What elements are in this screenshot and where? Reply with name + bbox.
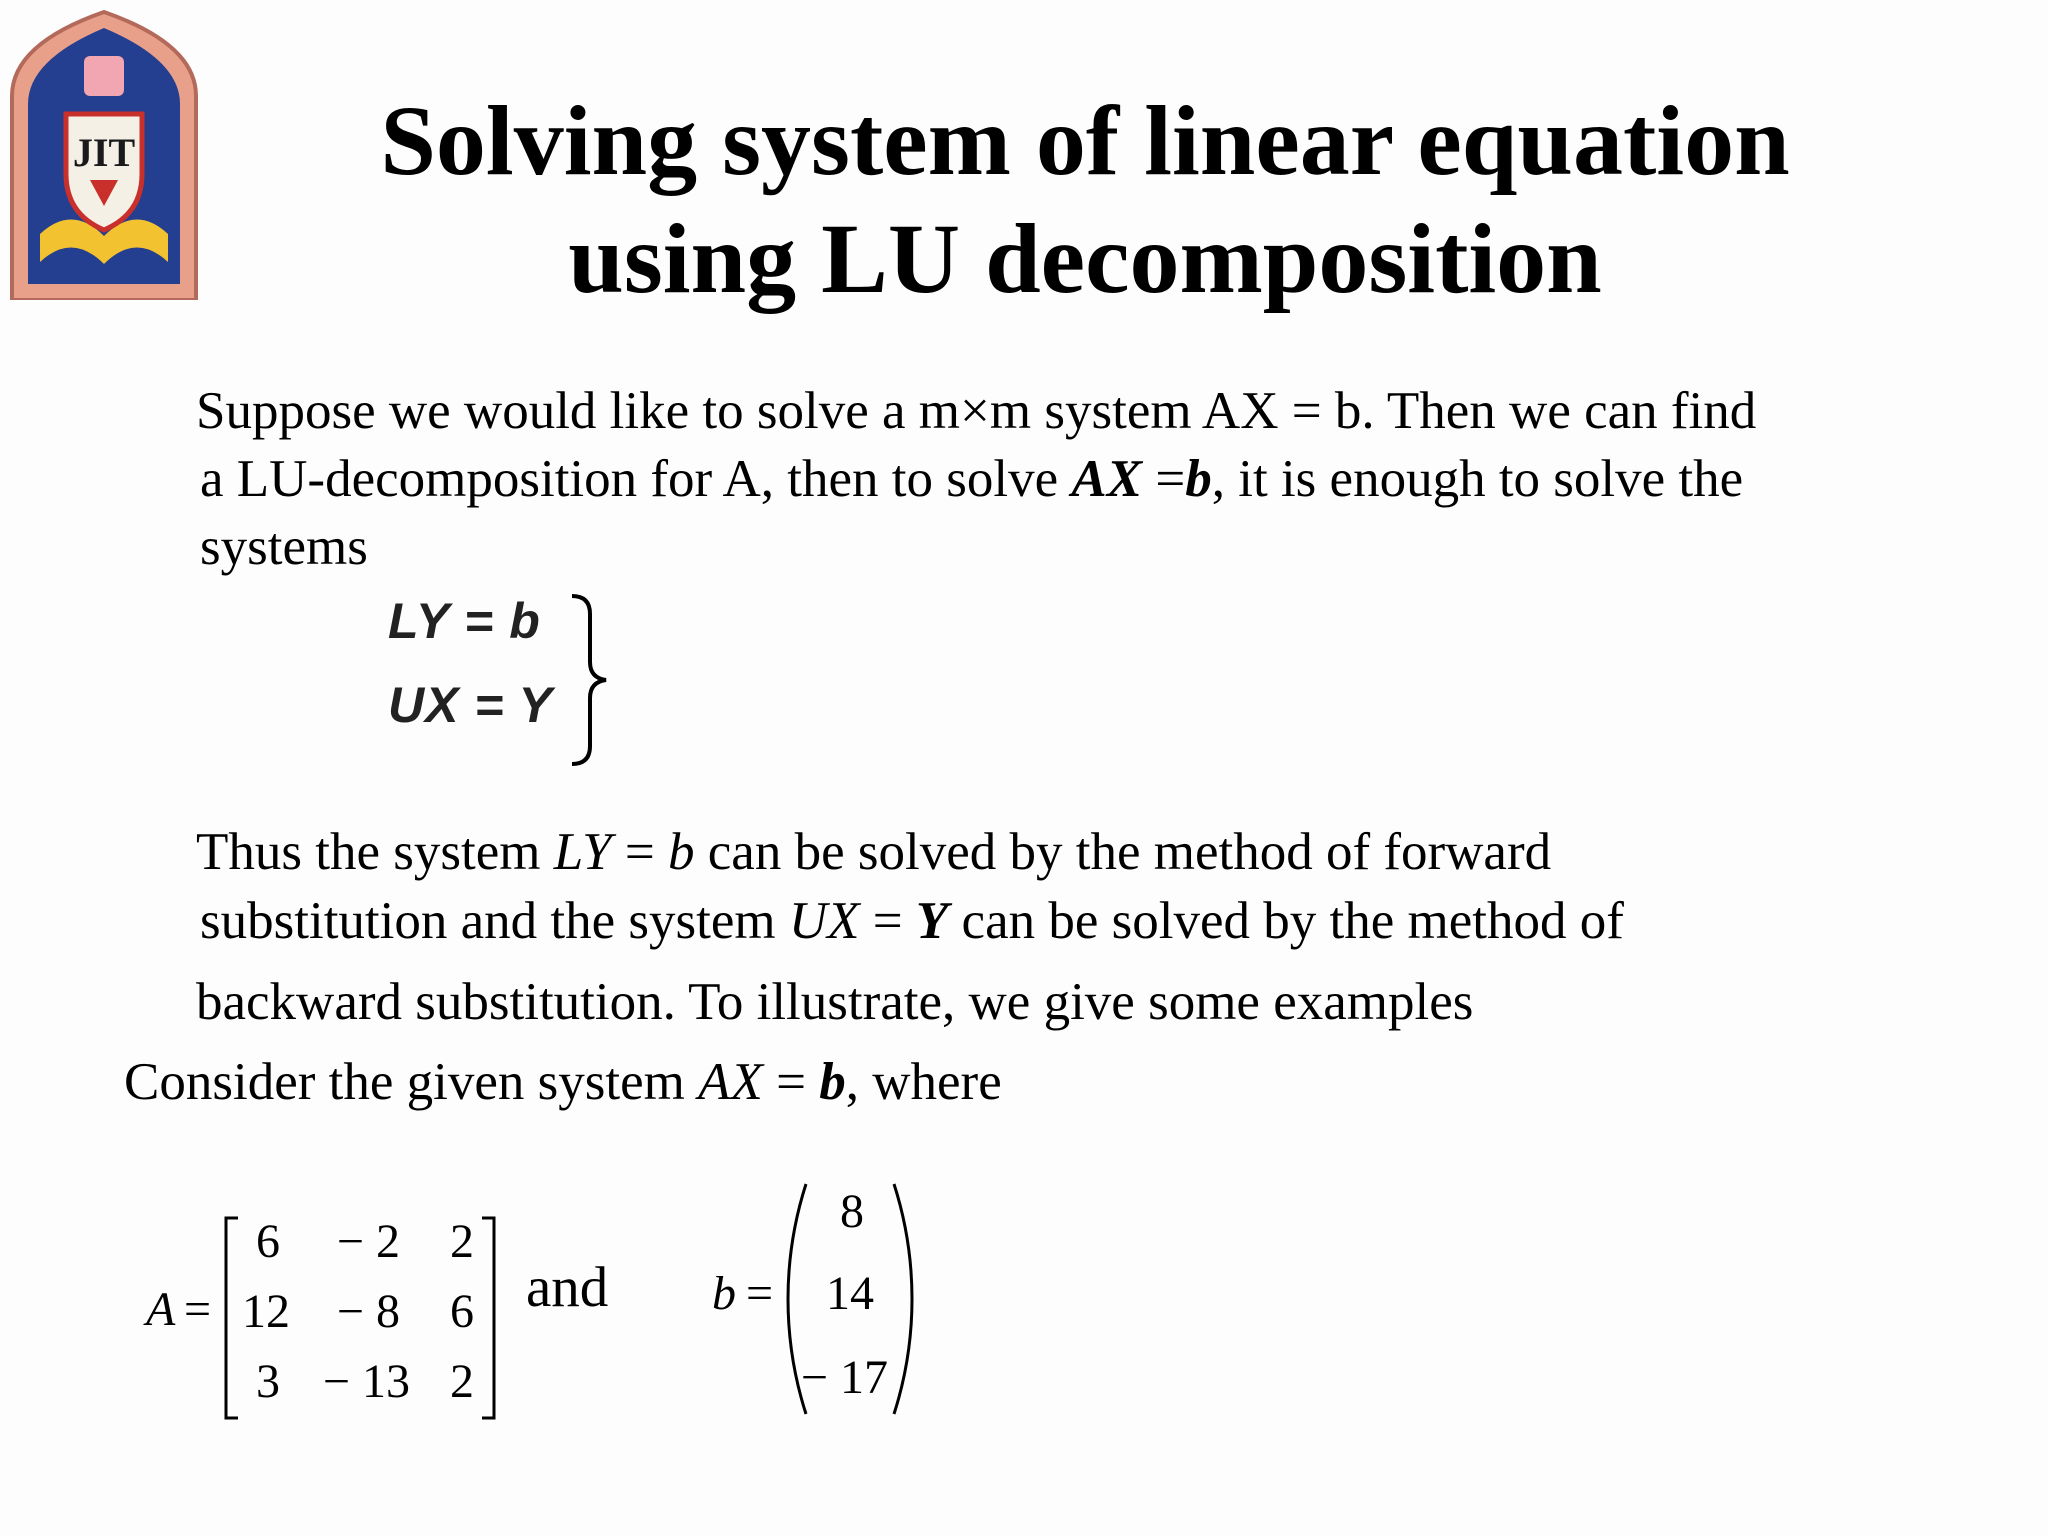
equation-LY-b: LY = b <box>388 593 541 649</box>
text-span: = <box>1142 450 1186 508</box>
matrix-A-equals: = <box>184 1283 212 1336</box>
matrix-A-cell: − 2 <box>336 1215 400 1268</box>
para2-line2 <box>200 887 1624 955</box>
math-b: b <box>819 1053 846 1111</box>
equation-system <box>380 592 620 768</box>
matrix-A-label: A <box>146 1283 176 1336</box>
college-logo <box>6 4 202 300</box>
vector-b-cell: 14 <box>826 1267 874 1320</box>
text-span: , it is enough to solve the <box>1211 450 1744 508</box>
matrix-A-cell: − 8 <box>336 1285 400 1338</box>
text-span: a LU-decomposition for A, then to solve <box>200 450 1072 508</box>
text-span: Consider the given system <box>124 1053 699 1111</box>
para1-line2 <box>200 445 1743 513</box>
title-line-2: using LU decomposition <box>568 203 1602 314</box>
matrix-A-cell: − 13 <box>322 1355 410 1408</box>
math-AX: AX <box>698 1053 763 1111</box>
vector-b-cell: 8 <box>840 1185 864 1238</box>
math-b: b <box>1185 450 1212 508</box>
logo-text: JIT <box>72 130 136 175</box>
vector-b-label: b <box>712 1267 736 1320</box>
matrix-A-cell: 2 <box>450 1215 474 1268</box>
math-LY: LY <box>553 823 612 881</box>
text-span: = <box>762 1053 820 1111</box>
text-span: can be solved by the method of <box>948 892 1624 950</box>
matrix-A-cell: 6 <box>256 1215 280 1268</box>
text-span: can be solved by the method of forward <box>694 823 1552 881</box>
para1-line3: systems <box>200 518 368 576</box>
title-line-1: Solving system of linear equation <box>380 85 1790 196</box>
equation-UX-Y: UX = Y <box>388 677 553 733</box>
consider-line <box>124 1048 1002 1116</box>
para2-line1 <box>196 818 1551 886</box>
text-span: Thus the system <box>196 823 554 881</box>
right-brace-icon <box>566 592 616 768</box>
matrix-A-cell: 12 <box>242 1285 290 1338</box>
vector-b-equals: = <box>746 1267 774 1320</box>
text-span: , where <box>845 1053 1002 1111</box>
slide-title <box>300 82 1870 318</box>
para2-line3: backward substitution. To illustrate, we give some examples <box>196 973 1474 1031</box>
math-AX: AX <box>1071 450 1143 508</box>
and-word: and <box>526 1256 609 1319</box>
vector-b-cell: − 17 <box>800 1351 888 1404</box>
matrix-A-cell: 6 <box>450 1285 474 1338</box>
text-span: substitution and the system <box>200 892 789 950</box>
text-span: = <box>611 823 669 881</box>
math-UX: UX <box>788 892 860 950</box>
para1-line1: Suppose we would like to solve a m×m system AX = b. Then we can find <box>196 382 1757 440</box>
math-b: b <box>668 823 695 881</box>
matrix-A-cell: 2 <box>450 1355 474 1408</box>
math-Y: Y <box>915 892 949 950</box>
text-span: = <box>859 892 916 950</box>
matrix-A-cell: 3 <box>256 1355 280 1408</box>
